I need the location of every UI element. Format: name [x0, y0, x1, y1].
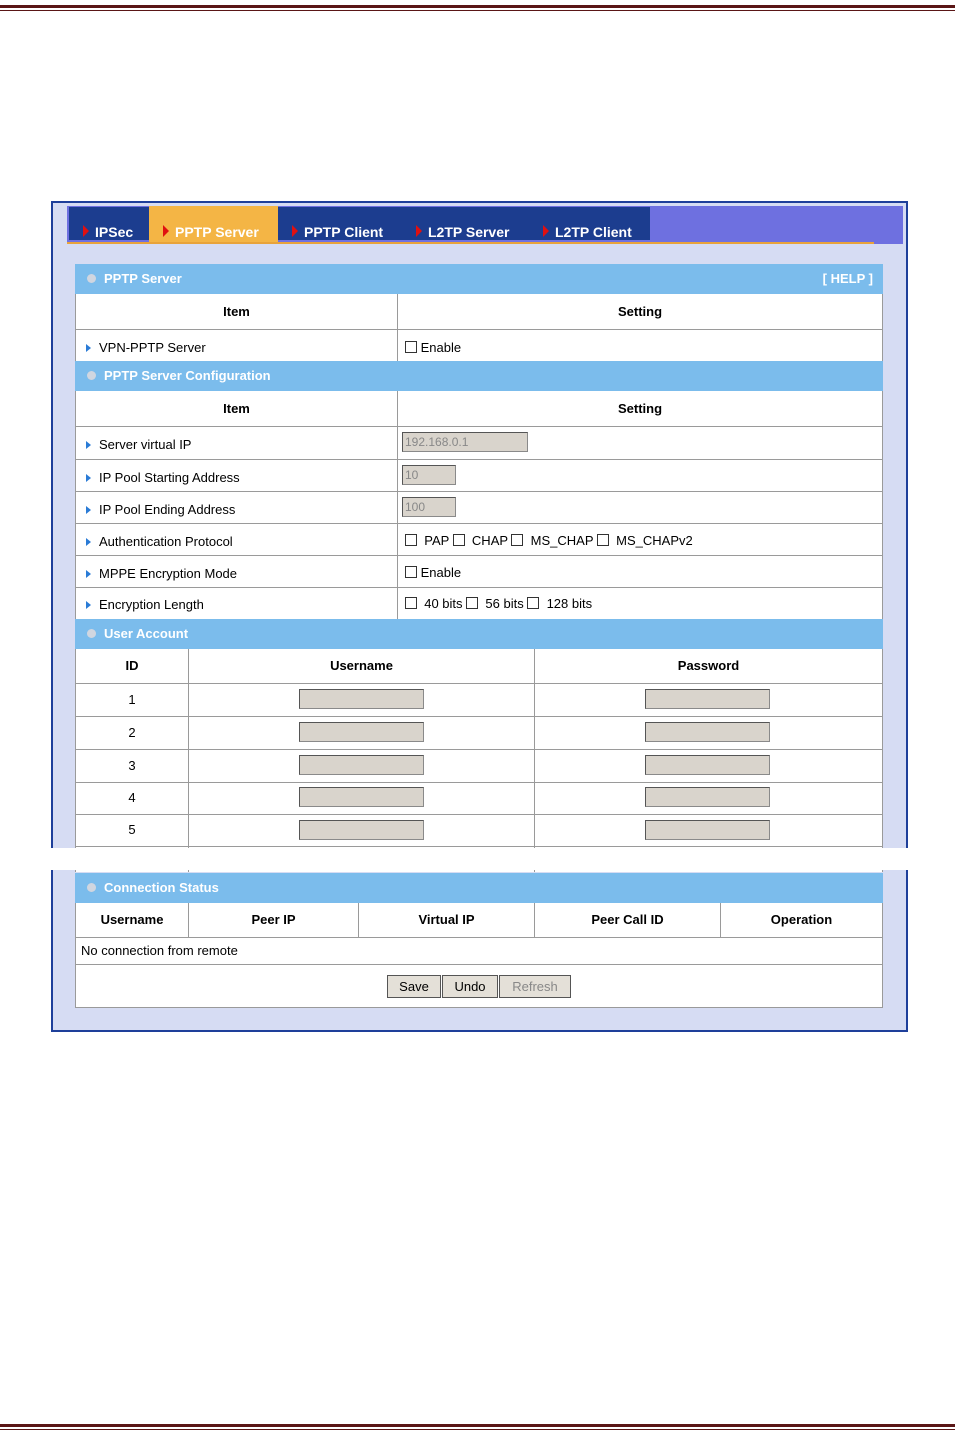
- col-item: Item: [223, 401, 250, 416]
- no-connection-row: [75, 938, 883, 965]
- vpn-enable-label: Enable: [420, 340, 462, 355]
- section-connection-status: Connection Status: [75, 873, 883, 903]
- triangle-icon: [86, 506, 91, 514]
- user-id: 3: [128, 758, 136, 773]
- pool-end-label: IP Pool Ending Address: [99, 502, 236, 517]
- tab-l2tp-server[interactable]: L2TP Server: [402, 207, 529, 240]
- vpn-pptp-row: [75, 330, 883, 362]
- ms-chapv2-label: MS_CHAPv2: [616, 533, 693, 548]
- col-password: Password: [677, 658, 740, 673]
- col-peer-call-id: Peer Call ID: [591, 912, 664, 927]
- server-ip-input[interactable]: 192.168.0.1: [402, 432, 528, 452]
- bottom-rule-thin: [0, 1429, 955, 1430]
- triangle-icon: [86, 538, 91, 546]
- chap-label: CHAP: [471, 533, 508, 548]
- username-input[interactable]: [299, 820, 424, 840]
- col-username: Username: [100, 912, 164, 927]
- user-row: [75, 815, 883, 847]
- tab-ipsec[interactable]: IPSec: [69, 207, 149, 240]
- user-row: [75, 783, 883, 815]
- ms-chapv2-checkbox[interactable]: [597, 534, 609, 546]
- col-virtual-ip: Virtual IP: [418, 912, 475, 927]
- col-setting: Setting: [617, 304, 663, 319]
- config-header-row: [75, 391, 883, 427]
- bottom-rule: [0, 1424, 955, 1427]
- section-pptp-server: PPTP Server [ HELP ]: [75, 264, 883, 294]
- top-rule-thin: [0, 10, 955, 11]
- chap-checkbox[interactable]: [453, 534, 465, 546]
- bullet-icon: [87, 371, 96, 380]
- bullet-icon: [87, 629, 96, 638]
- ms-chap-label: MS_CHAP: [530, 533, 594, 548]
- triangle-icon: [86, 570, 91, 578]
- undo-button[interactable]: Undo: [442, 975, 498, 998]
- enc-40-checkbox[interactable]: [405, 597, 417, 609]
- user-id: 1: [128, 692, 136, 707]
- col-setting: Setting: [617, 401, 663, 416]
- pool-start-label: IP Pool Starting Address: [99, 470, 240, 485]
- enc-128-label: 128 bits: [546, 596, 593, 611]
- screenshot-gap: [40, 848, 940, 870]
- enc-length-row: [75, 588, 883, 620]
- user-row: [75, 717, 883, 750]
- arrow-icon: [292, 225, 298, 237]
- col-operation: Operation: [770, 912, 833, 927]
- triangle-icon: [86, 441, 91, 449]
- tab-pptp-server[interactable]: PPTP Server: [149, 206, 278, 242]
- user-id: 5: [128, 822, 136, 837]
- user-row: [75, 684, 883, 717]
- col-peer-ip: Peer IP: [251, 912, 296, 927]
- password-input[interactable]: [645, 755, 770, 775]
- user-row: [75, 750, 883, 783]
- pool-start-row: [75, 460, 883, 492]
- vpn-enable-checkbox[interactable]: [405, 341, 417, 353]
- enc-40-label: 40 bits: [424, 596, 463, 611]
- user-id: 4: [128, 790, 136, 805]
- server-ip-row: [75, 427, 883, 460]
- arrow-icon: [163, 225, 169, 237]
- arrow-icon: [543, 225, 549, 237]
- refresh-button[interactable]: Refresh: [499, 975, 571, 998]
- top-rule: [0, 5, 955, 8]
- triangle-icon: [86, 344, 91, 352]
- col-id: ID: [125, 658, 139, 673]
- ms-chap-checkbox[interactable]: [511, 534, 523, 546]
- triangle-icon: [86, 601, 91, 609]
- pptp-server-header-row: [75, 294, 883, 330]
- tab-pptp-client[interactable]: PPTP Client: [278, 207, 402, 240]
- username-input[interactable]: [299, 722, 424, 742]
- bullet-icon: [87, 274, 96, 283]
- mppe-label: MPPE Encryption Mode: [99, 566, 238, 581]
- pool-end-row: [75, 492, 883, 524]
- enc-length-label: Encryption Length: [99, 597, 204, 612]
- arrow-icon: [83, 225, 89, 237]
- pap-checkbox[interactable]: [405, 534, 417, 546]
- arrow-icon: [416, 225, 422, 237]
- password-input[interactable]: [645, 722, 770, 742]
- pool-start-input[interactable]: 10: [402, 465, 456, 485]
- pap-label: PAP: [424, 533, 450, 548]
- username-input[interactable]: [299, 755, 424, 775]
- auth-protocol-row: [75, 524, 883, 556]
- password-input[interactable]: [645, 689, 770, 709]
- enc-128-checkbox[interactable]: [527, 597, 539, 609]
- no-connection-text: No connection from remote: [81, 943, 238, 958]
- pool-end-input[interactable]: 100: [402, 497, 456, 517]
- enc-56-checkbox[interactable]: [466, 597, 478, 609]
- help-link[interactable]: [ HELP ]: [822, 271, 873, 286]
- enc-56-label: 56 bits: [485, 596, 524, 611]
- tab-underline: [67, 242, 874, 244]
- auth-protocol-label: Authentication Protocol: [99, 534, 233, 549]
- tab-l2tp-client[interactable]: L2TP Client: [529, 207, 650, 240]
- connection-header-row: [75, 903, 883, 938]
- save-button[interactable]: Save: [387, 975, 441, 998]
- col-username: Username: [330, 658, 393, 673]
- server-ip-label: Server virtual IP: [99, 437, 192, 452]
- mppe-row: [75, 556, 883, 588]
- col-item: Item: [223, 304, 250, 319]
- user-header-row: [75, 649, 883, 684]
- vpn-pptp-label: VPN-PPTP Server: [99, 340, 206, 355]
- bullet-icon: [87, 883, 96, 892]
- user-id: 2: [128, 725, 136, 740]
- password-input[interactable]: [645, 787, 770, 807]
- username-input[interactable]: [299, 689, 424, 709]
- section-user-account: User Account: [75, 619, 883, 649]
- username-input[interactable]: [299, 787, 424, 807]
- mppe-enable-label: Enable: [420, 565, 462, 580]
- triangle-icon: [86, 474, 91, 482]
- mppe-enable-checkbox[interactable]: [405, 566, 417, 578]
- section-pptp-config: PPTP Server Configuration: [75, 361, 883, 391]
- password-input[interactable]: [645, 820, 770, 840]
